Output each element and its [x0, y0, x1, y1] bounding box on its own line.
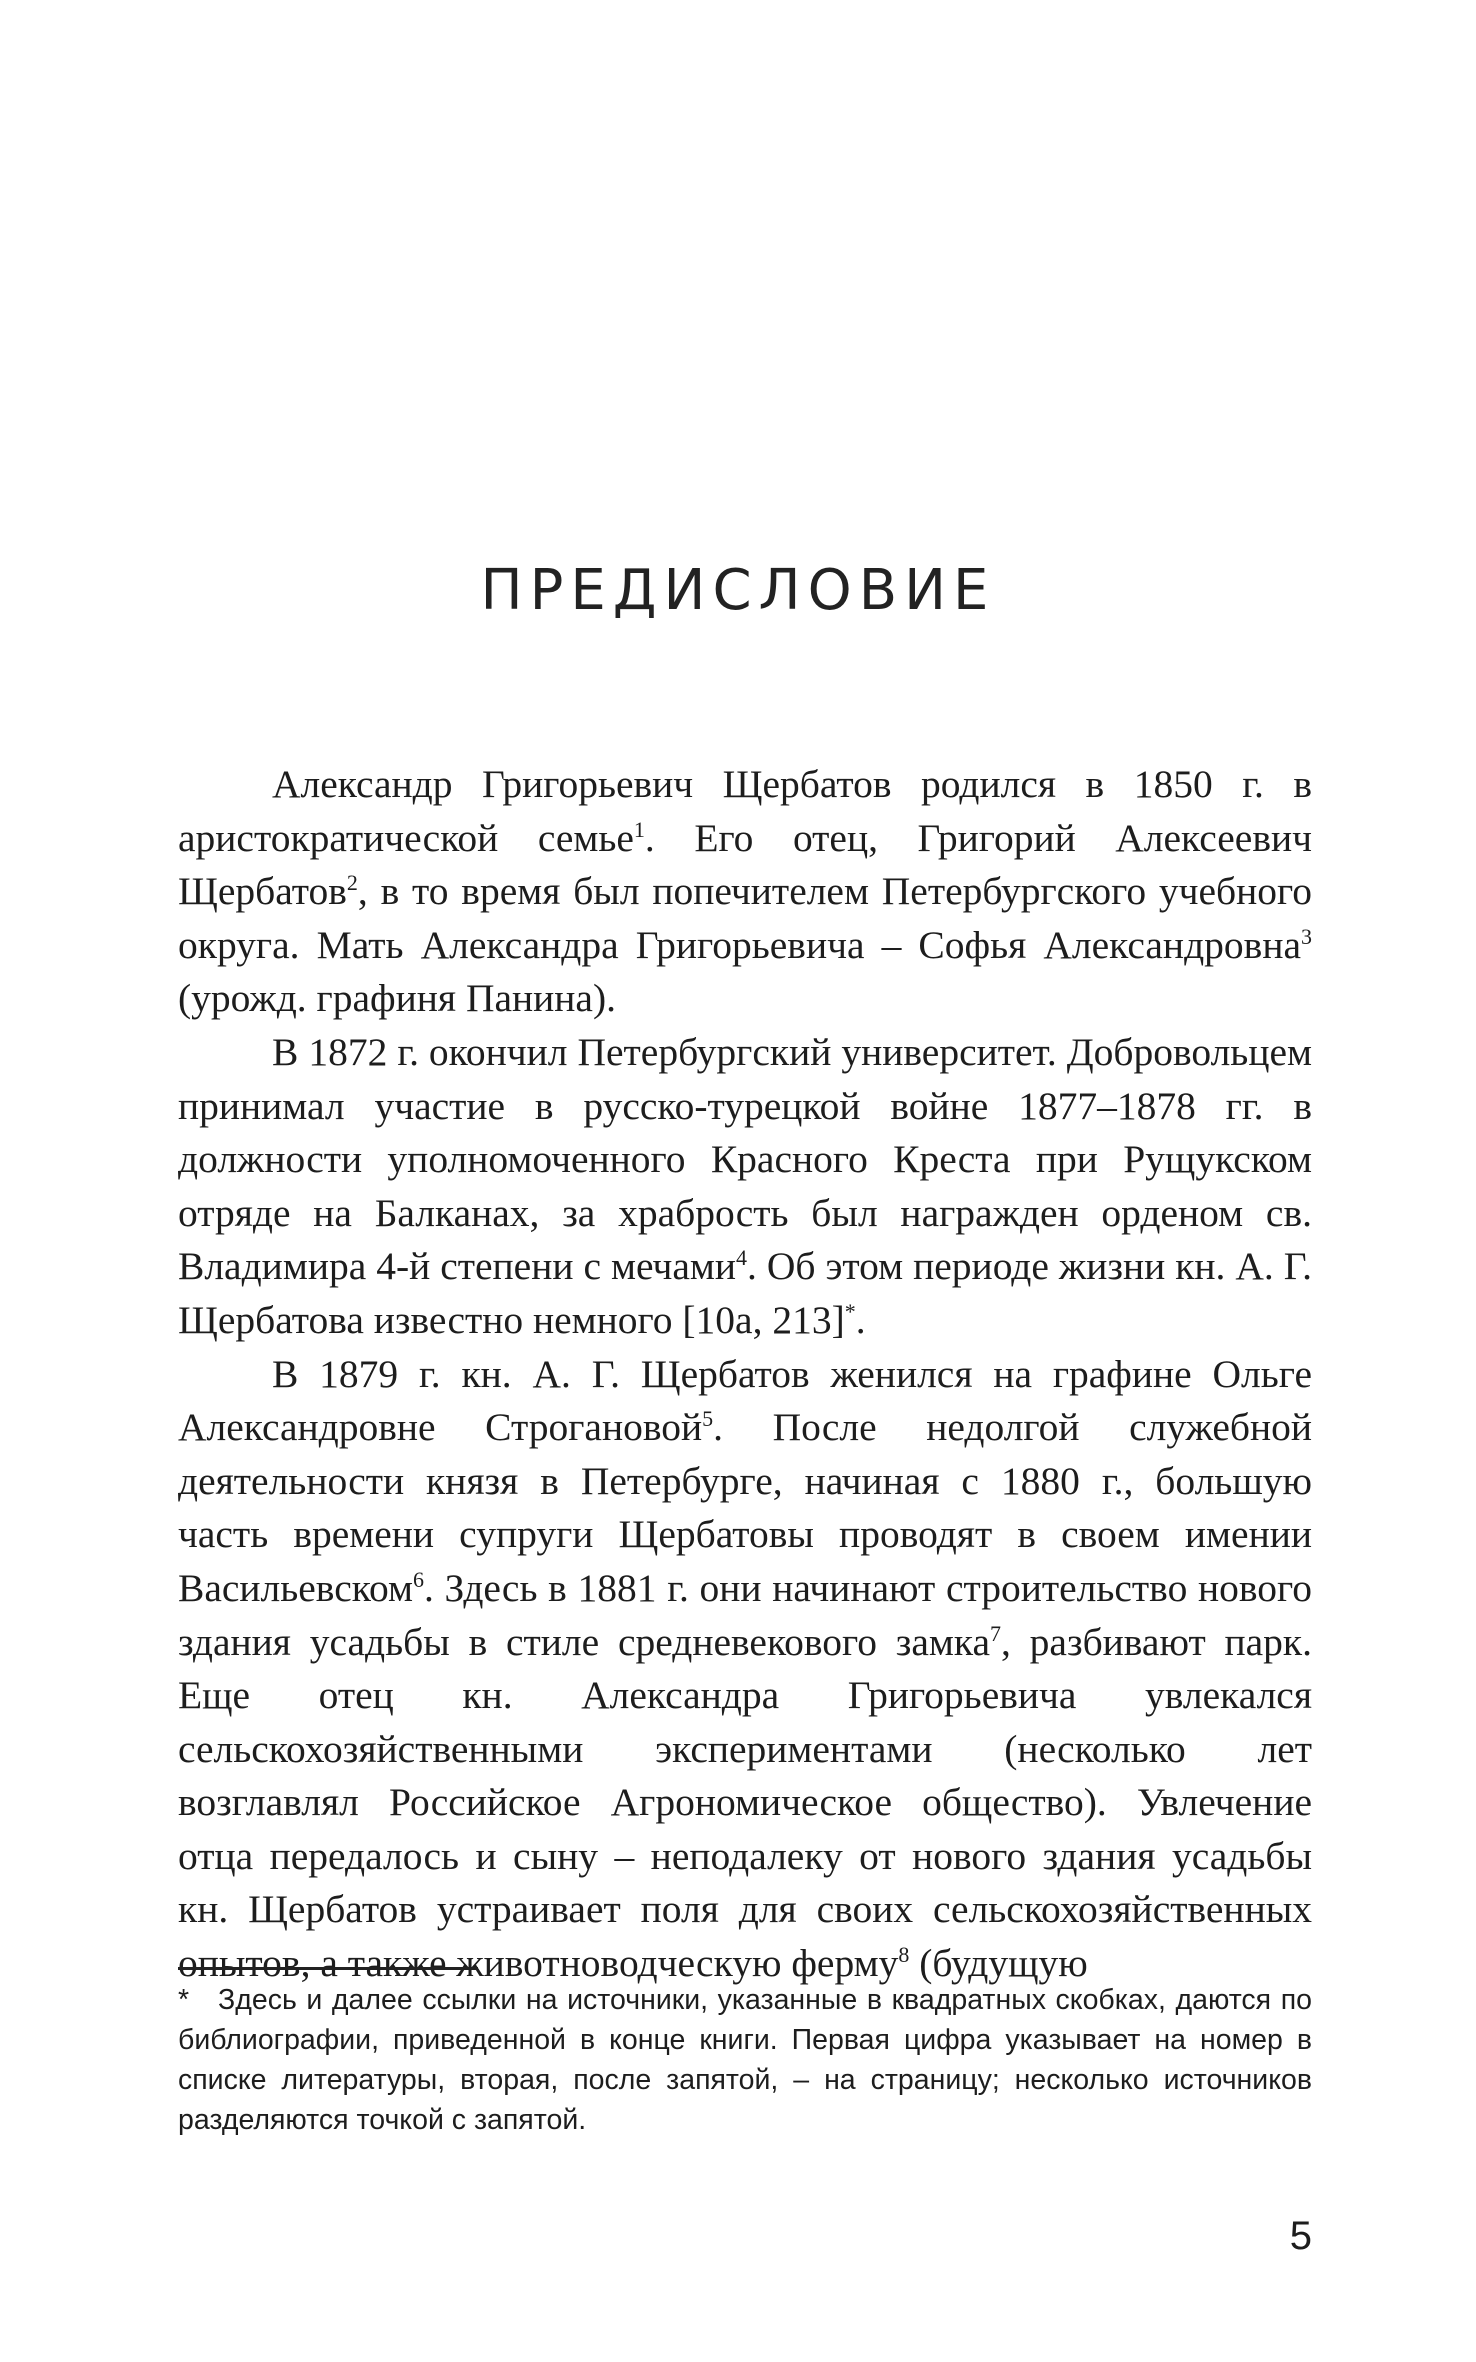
body-text: [178, 758, 1312, 1991]
paragraph-text: В 1879 г. кн. А. Г. Щербатов женился на графине Ольге Александровне Строгановой: [178, 1351, 1312, 1450]
paragraph-text: (будущую: [909, 1941, 1088, 1986]
paragraph-text: . Здесь в 1881 г. они начинают строительство нового здания усадьбы в стиле средневекового замка: [178, 1565, 1312, 1664]
footnote-ref: 5: [702, 1406, 714, 1432]
page-number: 5: [1289, 2214, 1312, 2258]
paragraph-text: . Его отец, Григорий Алексеевич Щербатов: [178, 815, 1312, 914]
footnote-ref: 2: [346, 870, 358, 896]
paragraph-text: , в то время был попечителем Петербургского учебного округа. Мать Александра Григорьевича – Софья Александровна: [178, 869, 1312, 967]
footnote-divider: [178, 1967, 478, 1970]
paragraph-text: . Об этом периоде жизни кн. А. Г. Щербатова известно немного [10а, 213]: [178, 1244, 1312, 1342]
footnote-ref: 3: [1301, 923, 1312, 949]
footnote-mark: *: [178, 1984, 190, 2016]
paragraph-2: [178, 1026, 1312, 1348]
paragraph-text: Александр Григорьевич Щербатов родился в 1850 г. в аристократической семье: [178, 762, 1312, 860]
paragraph-3: [178, 1348, 1312, 1991]
paragraph-text: В 1872 г. окончил Петербургский университет. Добровольцем принимал участие в русско-турецкой войне 1877–1878 гг. в должности уполномоченного Красного Креста при Рущукском отряде на Балканах, за храбрость был награжден орденом св. Владимира 4-й степени с мечами: [178, 1029, 1312, 1289]
paragraph-text: . После недолгой служебной деятельности князя в Петербурге, начиная с 1880 г., большую часть времени супруги Щербатовы проводят в своем имении Васильевском: [178, 1405, 1313, 1610]
chapter-title: ПРЕДИСЛОВИЕ: [480, 558, 996, 623]
paragraph-text: , разбивают парк. Еще отец кн. Александра Григорьевича увлекался сельскохозяйственными экспериментами (несколько лет возглавлял Российское Агрономическое общество). Увлечение отца передалось и сыну – неподалеку от нового здания усадьбы кн. Щербатов устраивает поля для своих сельскохозяйственных опытов, а также животноводческую ферму: [178, 1619, 1312, 1986]
footnote-ref: 4: [736, 1245, 748, 1271]
footnote: [178, 1980, 1312, 2140]
footnote-text: Здесь и далее ссылки на источники, указанные в квадратных скобках, даются по библиографии, приведенной в конце книги. Первая цифра указывает на номер в списке литературы, вторая, после запятой, – на страницу; несколько источников разделяются точкой с запятой.: [178, 1984, 1312, 2136]
footnote-ref: 7: [990, 1620, 1002, 1646]
footnote-ref: *: [844, 1298, 856, 1324]
paragraph-text: .: [855, 1297, 866, 1342]
footnote-ref: 6: [412, 1566, 424, 1592]
paragraph-text: (урожд. графиня Панина).: [178, 976, 616, 1021]
footnote-ref: 1: [633, 816, 645, 842]
footnote-ref: 8: [898, 1942, 910, 1968]
paragraph-1: [178, 758, 1312, 1026]
